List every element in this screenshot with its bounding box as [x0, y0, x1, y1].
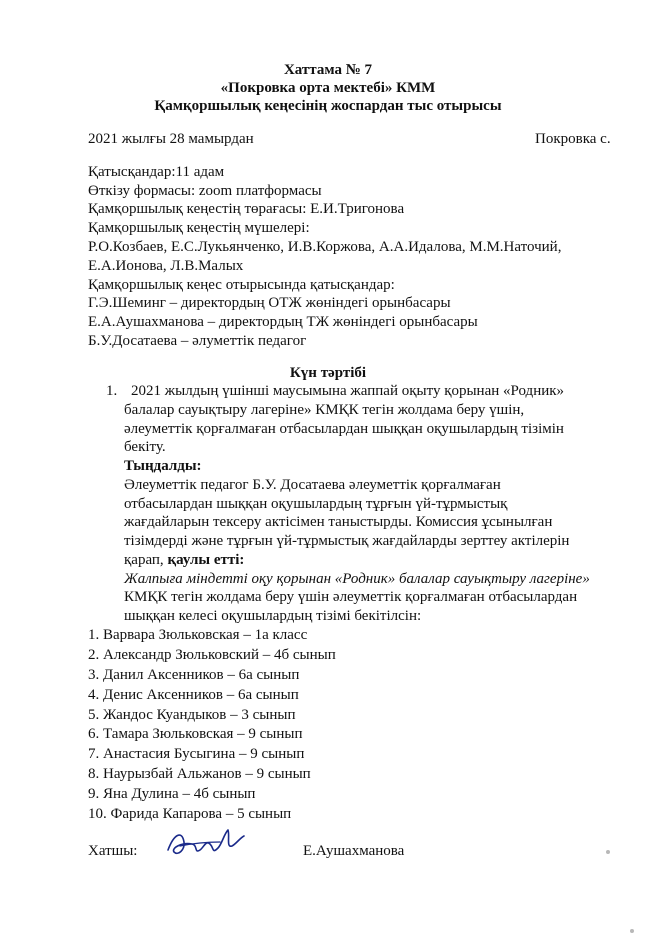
attendee-line-3: Б.У.Досатаева – әлуметтік педагог: [88, 333, 307, 349]
organization-name: «Покровка орта мектебі» КММ: [220, 80, 436, 96]
attendee-line-1: Г.Э.Шеминг – директордың ОТЖ жөніндегі орынбасары: [88, 295, 451, 311]
attendee-line-2: Е.А.Аушахманова – директордың ТЖ жөніндегі орынбасары: [88, 314, 478, 330]
secretary-label: Хатшы:: [88, 843, 138, 859]
meeting-subtitle: Қамқоршылық кеңесінің жоспардан тыс отырысы: [154, 98, 502, 114]
agenda-heading: Күн тәртібі: [289, 365, 367, 381]
scan-speck: [606, 850, 610, 854]
agenda-item-number: 1.: [106, 383, 118, 399]
listened-line-1: Әлеуметтік педагог Б.У. Досатаева әлеуметтік қорғалмаған: [124, 477, 501, 493]
student-list-item: 7. Анастасия Бусыгина – 9 сынып: [88, 746, 305, 762]
decision-line-3: шыққан келесі оқушылардың тізімі бекітілсін:: [124, 608, 422, 624]
council-chair: Қамқоршылық кеңестің төрағасы: Е.И.Тригонова: [88, 201, 405, 217]
handwritten-signature: [160, 820, 250, 864]
listened-line-3: жағдайларын тексеру актісімен таныстырды. Комиссия ұсынылған: [124, 514, 553, 530]
decided-label: қаулы етті:: [167, 552, 245, 568]
decision-line-1: Жалпыға міндетті оқу қорынан «Родник» балалар сауықтыру лагеріне»: [124, 571, 590, 587]
listened-line-2: отбасылардан шыққан оқушылардың тұрғын үй-тұрмыстық: [124, 496, 508, 512]
student-list-item: 4. Денис Аксенников – 6а сынып: [88, 687, 299, 703]
student-list-item: 8. Наурызбай Альжанов – 9 сынып: [88, 766, 311, 782]
student-list-item: 3. Данил Аксенников – 6а сынып: [88, 667, 300, 683]
student-list-item: 6. Тамара Зюльковская – 9 сынып: [88, 726, 303, 742]
agenda-item-line-4: бекіту.: [124, 439, 166, 455]
attendees-label: Қамқоршылық кеңес отырысында қатысқандар:: [88, 277, 395, 293]
listened-label: Тыңдалды:: [124, 458, 202, 474]
student-list-item: 2. Александр Зюльковский – 4б сынып: [88, 647, 336, 663]
decision-line-2: КМҚК тегін жолдама беру үшін әлеуметтік қорғалмаған отбасылардан: [124, 589, 578, 605]
agenda-item-line-3: әлеуметтік қорғалмаған отбасылардан шыққан оқушылардың тізімін: [124, 421, 564, 437]
agenda-item-line-2: балалар сауықтыру лагеріне» КМҚК тегін жолдама беру үшін,: [124, 402, 525, 418]
student-list-item: 9. Яна Дулина – 4б сынып: [88, 786, 256, 802]
participants-count: Қатысқандар:11 адам: [88, 164, 225, 180]
meeting-date: 2021 жылғы 28 мамырдан: [88, 131, 254, 147]
scan-speck: [630, 929, 634, 933]
agenda-item-line-1: 2021 жылдың үшінші маусымына жаппай оқыту қорынан «Родник»: [131, 383, 565, 399]
listened-line-4: тізімдерді және тұрғын үй-тұрмыстық жағдайларды зерттеу актілерін: [124, 533, 570, 549]
student-list-item: 5. Жандос Куандыков – 3 сынып: [88, 707, 296, 723]
members-label: Қамқоршылық кеңестің мүшелері:: [88, 220, 310, 236]
student-list-item: 10. Фарида Капарова – 5 сынып: [88, 806, 292, 822]
student-list-item: 1. Варвара Зюльковская – 1а класс: [88, 627, 308, 643]
members-line-1: Р.О.Козбаев, Е.С.Лукьянченко, И.В.Коржова, А.А.Идалова, М.М.Наточий,: [88, 239, 562, 255]
meeting-format: Өткізу формасы: zoom платформасы: [88, 183, 322, 199]
secretary-name: Е.Аушахманова: [303, 843, 405, 859]
listened-line-5: [124, 551, 244, 569]
listened-line-5-text: қарап,: [124, 552, 164, 568]
members-line-2: Е.А.Ионова, Л.В.Малых: [88, 258, 244, 274]
meeting-place: Покровка с.: [535, 131, 611, 147]
document-title: Хаттама № 7: [283, 62, 373, 78]
